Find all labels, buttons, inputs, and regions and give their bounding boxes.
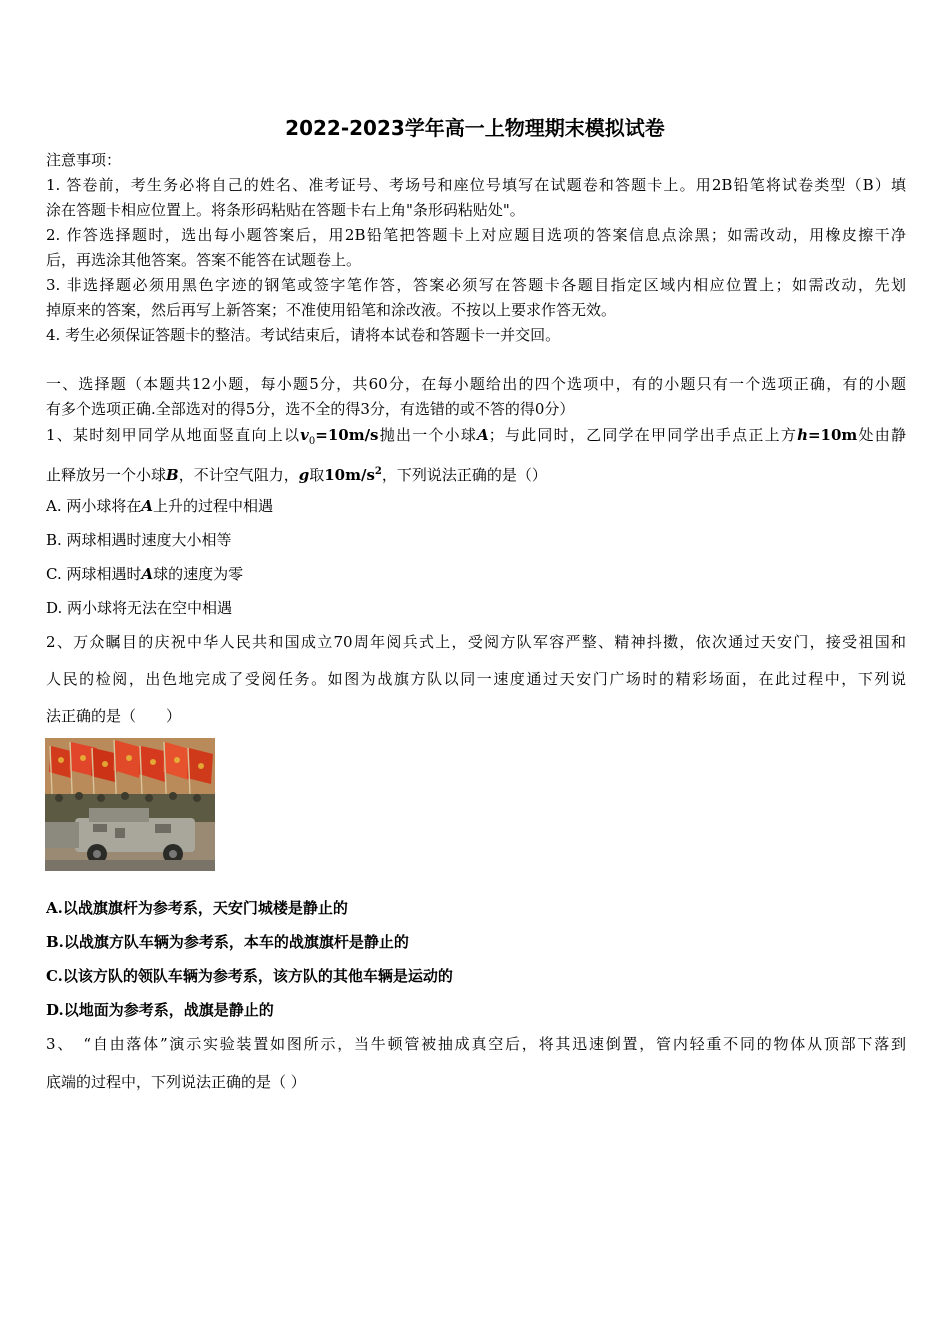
q1-speed-value: =10m/s [315, 426, 379, 444]
q1-opt-c-text-1: C. 两球相遇时 [46, 565, 142, 583]
section-instructions-line-2: 有多个选项正确.全部选对的得5分，选不全的得3分，有选错的或不答的得0分） [46, 400, 575, 418]
q1-g-value: 10m/s [324, 466, 375, 484]
question-1-option-d[interactable]: D. 两小球将无法在空中相遇 [46, 599, 233, 617]
notice-line-3: 2. 作答选择题时，选出每小题答案后，用2B铅笔把答题卡上对应题目选项的答案信息点涂黑；如需改动，用橡皮擦干净 [46, 226, 906, 244]
notice-line-2: 涂在答题卡相应位置上。将条形码粘贴在答题卡右上角"条形码粘贴处"。 [46, 201, 525, 219]
question-1-line-2 [46, 462, 906, 485]
exam-title: 2022-2023学年高一上物理期末模拟试卷 [285, 116, 665, 140]
notice-heading: 注意事项： [46, 151, 122, 169]
question-3-line-2: 底端的过程中，下列说法正确的是（ ） [46, 1073, 306, 1091]
notice-line-6: 掉原来的答案，然后再写上新答案；不准使用铅笔和涂改液。不按以上要求作答无效。 [46, 301, 617, 319]
question-1-option-b[interactable]: B. 两球相遇时速度大小相等 [46, 531, 232, 549]
q1-v-subscript: 0 [308, 436, 316, 447]
question-2-option-a[interactable]: A.以战旗旗杆为参考系，天安门城楼是静止的 [46, 899, 348, 917]
question-2-line-3: 法正确的是（ ） [46, 707, 182, 725]
notice-line-1: 1. 答卷前，考生务必将自己的姓名、准考证号、考场号和座位号填写在试题卷和答题卡上。用2B铅笔将试卷类型（B）填 [46, 176, 906, 194]
q1-text-o: ，下列说法正确的是（） [381, 466, 547, 484]
q1-g-symbol: g [298, 466, 310, 484]
question-2-option-d[interactable]: D.以地面为参考系，战旗是静止的 [46, 1001, 274, 1019]
q1-text-c: 抛出一个小球 [378, 426, 478, 444]
q1-text-f: 处由静 [857, 426, 906, 444]
question-1-option-c[interactable] [46, 564, 906, 584]
q1-ball-b: B [166, 466, 179, 484]
parade-photo [45, 738, 215, 871]
q1-text-m: 取 [309, 466, 325, 484]
q1-text-d: ；与此同时，乙同学在甲同学出手点正上方 [488, 426, 798, 444]
q1-g-superscript: 2 [374, 466, 382, 477]
notice-line-5: 3. 非选择题必须用黑色字迹的钢笔或签字笔作答，答案必须写在答题卡各题目指定区域内相应位置上；如需改动，先划 [46, 276, 906, 294]
q1-height-value: =10m [807, 426, 858, 444]
q1-h-symbol: h [797, 426, 808, 444]
question-2-option-b[interactable]: B.以战旗方队车辆为参考系，本车的战旗旗杆是静止的 [46, 933, 409, 951]
question-1-option-a[interactable] [46, 496, 906, 516]
question-2-option-c[interactable]: C.以该方队的领队车辆为参考系，该方队的其他车辆是运动的 [46, 967, 453, 985]
parade-photo-illustration [45, 738, 215, 871]
section-instructions-line-1: 一、选择题（本题共12小题，每小题5分，共60分，在每小题给出的四个选项中，有的小题只有一个选项正确，有的小题 [46, 375, 906, 393]
q1-text-a: 1、某时刻甲同学从地面竖直向上以 [46, 426, 301, 444]
q1-opt-a-text-1: A. 两小球将在 [46, 497, 142, 515]
question-1-line-1 [46, 425, 906, 452]
q1-text-k: ，不计空气阻力， [178, 466, 299, 484]
notice-line-4: 后，再选涂其他答案。答案不能答在试题卷上。 [46, 251, 362, 269]
q1-opt-c-symbol: A [141, 565, 154, 583]
q1-ball-a: A [477, 426, 489, 444]
q1-opt-a-text-2: 上升的过程中相遇 [153, 497, 274, 515]
q1-opt-a-symbol: A [141, 497, 154, 515]
question-3-line-1: 3、 “自由落体”演示实验装置如图所示，当牛顿管被抽成真空后，将其迅速倒置，管内轻重不同的物体从顶部下落到 [46, 1035, 906, 1053]
q1-text-g: 止释放另一个小球 [46, 466, 167, 484]
question-2-line-1: 2、万众瞩目的庆祝中华人民共和国成立70周年阅兵式上，受阅方队军容严整、精神抖擞，依次通过天安门，接受祖国和 [46, 633, 906, 651]
notice-line-7: 4. 考生必须保证答题卡的整洁。考试结束后，请将本试卷和答题卡一并交回。 [46, 326, 561, 344]
q1-opt-c-text-2: 球的速度为零 [153, 565, 244, 583]
q1-v-symbol: v [300, 426, 309, 444]
question-2-line-2: 人民的检阅，出色地完成了受阅任务。如图为战旗方队以同一速度通过天安门广场时的精彩场面，在此过程中，下列说 [46, 670, 906, 688]
